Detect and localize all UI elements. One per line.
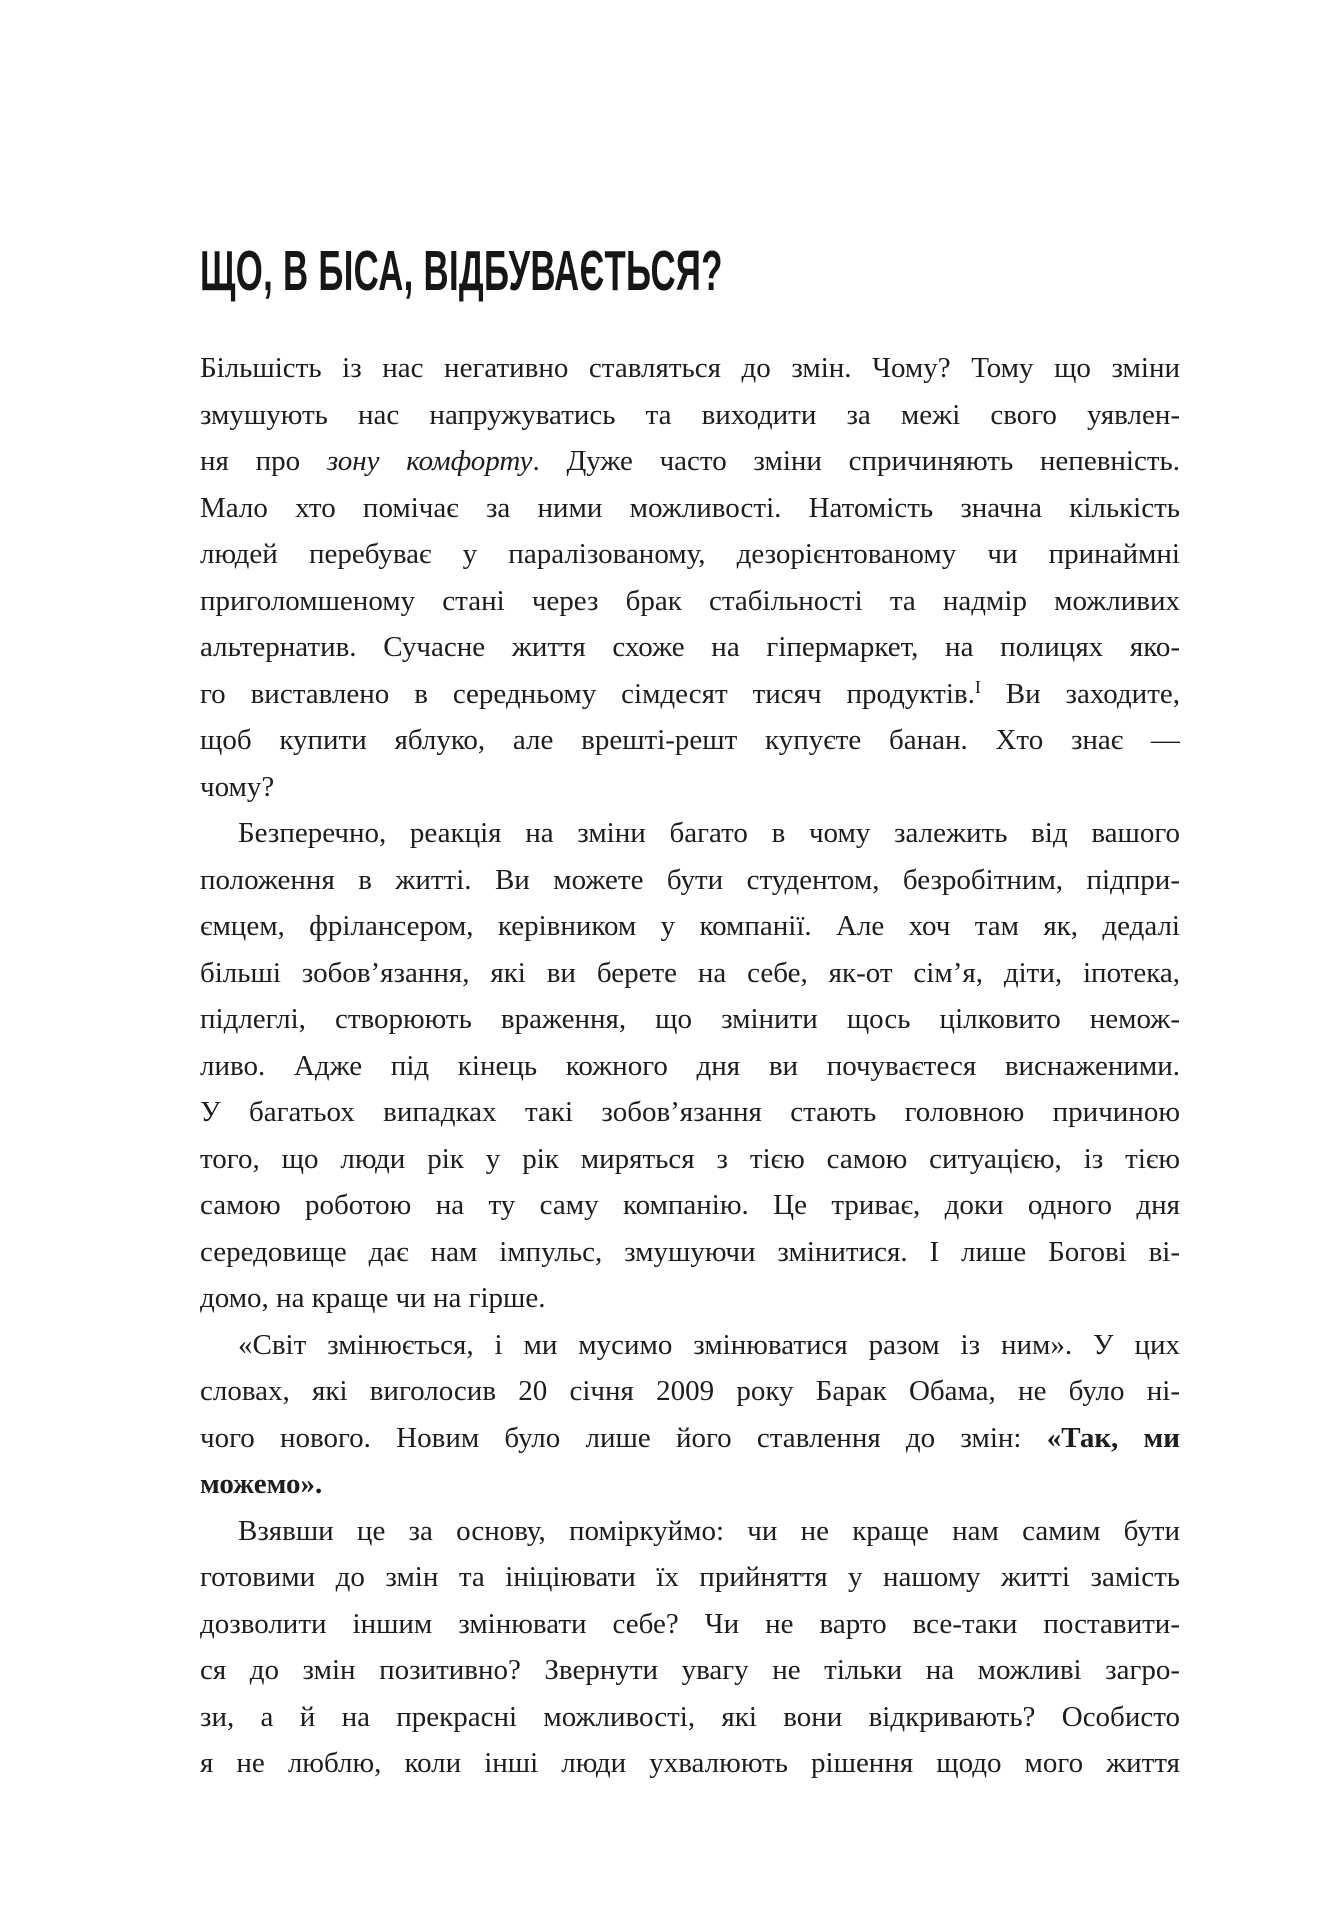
- text-run: ємцем, фрілансером, керівником у компанії. Але хоч там як, дедалі: [200, 910, 1180, 942]
- text-line: [200, 1694, 1180, 1741]
- text-run-bold: можемо».: [200, 1468, 323, 1500]
- text-run: ся до змін позитивно? Звернути увагу не тільки на можливі загро-: [200, 1654, 1180, 1686]
- text-run: домо, на краще чи на гірше.: [200, 1282, 546, 1314]
- text-run: «Світ змінюється, і ми мусимо змінюватися разом із ним». У цих: [238, 1328, 1180, 1361]
- text-run: більші зобов’язання, які ви берете на себе, як-от сім’я, діти, іпотека,: [200, 956, 1180, 989]
- text-line: [200, 1322, 1180, 1369]
- text-line: [200, 1275, 1180, 1322]
- text-line: [200, 531, 1180, 578]
- text-run: зи, а й на прекрасні можливості, які вони відкривають? Особисто: [200, 1700, 1180, 1733]
- text-run: чому?: [200, 770, 275, 803]
- text-line: [200, 1461, 1180, 1508]
- text-run: ня про: [200, 445, 327, 477]
- text-run: дозволити іншим змінювати себе? Чи не варто все-таки поставити-: [200, 1607, 1180, 1640]
- text-line: [200, 1415, 1180, 1462]
- text-run: Більшість із нас негативно ставляться до змін. Чому? Тому що зміни: [200, 352, 1180, 384]
- text-line: го виставлено в середньому сімдесят тисяч продуктів.I Ви заходите,: [200, 676, 1180, 710]
- text-line: [200, 1043, 1180, 1090]
- text-run: самою роботою на ту саму компанію. Це триває, доки одного дня: [200, 1189, 1180, 1221]
- text-run: людей перебуває у паралізованому, дезорієнтованому чи принаймні: [200, 538, 1180, 570]
- text-line: [200, 1368, 1180, 1415]
- body-text: [200, 345, 1180, 1787]
- text-line: [200, 1182, 1180, 1229]
- text-run: словах, які виголосив 20 січня 2009 року Барак Обама, не було ні-: [200, 1375, 1180, 1407]
- paragraph: [200, 1508, 1180, 1787]
- paragraph: [200, 810, 1180, 1322]
- text-line: [200, 1740, 1180, 1787]
- text-line: [200, 578, 1180, 625]
- text-line: [200, 1089, 1180, 1136]
- text-run: щоб купити яблуко, але врешті-решт купуєте банан. Хто знає —: [200, 724, 1180, 756]
- text-line: [200, 810, 1180, 857]
- paragraph: [200, 345, 1180, 810]
- page-content: [200, 239, 1180, 1787]
- text-line: [200, 1601, 1180, 1648]
- text-run: ливо. Адже під кінець кожного дня ви почуваєтеся виснаженими.: [200, 1049, 1180, 1082]
- text-line: [200, 392, 1180, 439]
- chapter-heading: ЩО, В БІСА, ВІДБУВАЄТЬСЯ?: [200, 239, 723, 303]
- text-run: приголомшеному стані через брак стабільності та надмір можливих: [200, 584, 1180, 617]
- text-run: Безперечно, реакція на зміни багато в чому залежить від вашого: [238, 817, 1180, 849]
- text-run: . Дуже часто зміни спричиняють непевність.: [532, 445, 1180, 477]
- text-line: [200, 1229, 1180, 1276]
- text-run: середовище дає нам імпульс, змушуючи змінитися. І лише Богові ві-: [200, 1235, 1180, 1268]
- text-line: [200, 438, 1180, 485]
- text-line: [200, 996, 1180, 1043]
- text-line: [200, 624, 1180, 671]
- text-line: [200, 345, 1180, 392]
- text-line: [200, 764, 1180, 811]
- text-run: змушують нас напружуватись та виходити за межі свого уявлен-: [200, 398, 1180, 431]
- text-run: я не люблю, коли інші люди ухвалюють рішення щодо мого життя: [200, 1747, 1180, 1779]
- text-run: Ви заходите,: [980, 677, 1180, 710]
- text-line: [200, 1647, 1180, 1694]
- text-line: [200, 485, 1180, 532]
- text-run: положення в житті. Ви можете бути студентом, безробітним, підпри-: [200, 863, 1180, 896]
- text-run: чого нового. Новим було лише його ставлення до змін:: [200, 1421, 1047, 1454]
- text-run: готовими до змін та ініціювати їх прийняття у нашому житті замість: [200, 1561, 1180, 1593]
- text-run-italic: зону комфорту: [326, 445, 533, 477]
- paragraph: [200, 1322, 1180, 1508]
- text-run: того, що люди рік у рік миряться з тією самою ситуацією, із тією: [200, 1142, 1180, 1175]
- text-run: го виставлено в середньому сімдесят тисяч продуктів.: [200, 677, 975, 710]
- text-line: [200, 1508, 1180, 1555]
- text-line: [200, 1136, 1180, 1183]
- text-line: [200, 903, 1180, 950]
- text-line: [200, 857, 1180, 904]
- text-run: альтернатив. Сучасне життя схоже на гіпермаркет, на полицях яко-: [200, 631, 1180, 663]
- text-line: [200, 1554, 1180, 1601]
- text-run: Взявши це за основу, поміркуймо: чи не краще нам самим бути: [238, 1514, 1180, 1547]
- text-run-bold: «Так, ми: [1046, 1421, 1180, 1454]
- text-run: У багатьох випадках такі зобов’язання стають головною причиною: [200, 1096, 1180, 1128]
- text-line: [200, 717, 1180, 764]
- text-run: Мало хто помічає за ними можливості. Натомість значна кількість: [200, 491, 1180, 524]
- text-run: підлеглі, створюють враження, що змінити щось цілковито немож-: [200, 1003, 1180, 1035]
- text-line: [200, 950, 1180, 997]
